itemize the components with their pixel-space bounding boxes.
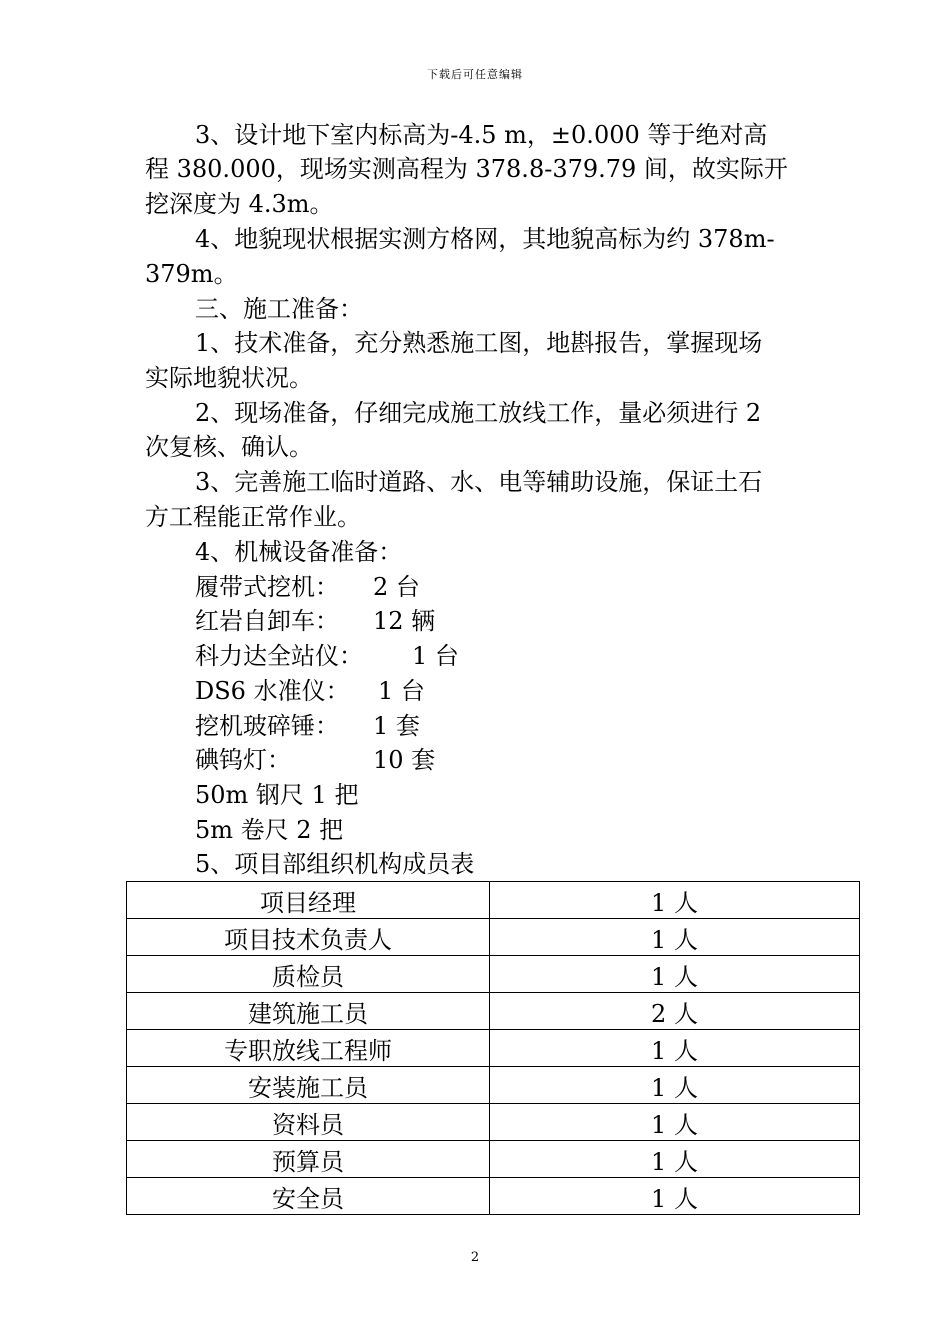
equipment-qty: 10 套	[373, 746, 436, 774]
table-row	[127, 1104, 860, 1141]
equipment-name: 50m 钢尺 1 把	[195, 781, 359, 809]
count-cell: 1 人	[490, 1067, 860, 1104]
paragraph-line: 379m。	[145, 260, 238, 288]
paragraph-line: 4、地貌现状根据实测方格网，其地貌高标为约 378m-	[195, 225, 775, 253]
table-row	[127, 919, 860, 956]
count-cell: 1 人	[490, 882, 860, 919]
paragraph-line: 实际地貌状况。	[145, 364, 313, 392]
equipment-name: DS6 水准仪：	[195, 677, 350, 705]
equipment-name: 履带式挖机：	[195, 573, 339, 601]
paragraph-line: 3、完善施工临时道路、水、电等辅助设施，保证土石	[195, 468, 763, 496]
equipment-name: 红岩自卸车：	[195, 607, 339, 635]
table-row	[127, 956, 860, 993]
role-cell: 预算员	[127, 1141, 490, 1178]
equipment-name: 5m 卷尺 2 把	[195, 816, 344, 844]
equipment-name: 挖机玻碎锤：	[195, 712, 339, 740]
section-heading: 三、施工准备：	[195, 295, 363, 323]
count-cell: 1 人	[490, 919, 860, 956]
role-cell: 质检员	[127, 956, 490, 993]
role-cell: 资料员	[127, 1104, 490, 1141]
count-cell: 2 人	[490, 993, 860, 1030]
role-cell: 项目经理	[127, 882, 490, 919]
paragraph-line: 4、机械设备准备：	[195, 538, 403, 566]
role-cell: 安全员	[127, 1178, 490, 1215]
page-header: 下载后可任意编辑	[427, 68, 523, 81]
role-cell: 专职放线工程师	[127, 1030, 490, 1067]
paragraph-line: 次复核、确认。	[145, 433, 313, 461]
table-row	[127, 1178, 860, 1215]
table-row	[127, 1030, 860, 1067]
table-title: 5、项目部组织机构成员表	[195, 850, 475, 878]
paragraph-line: 1、技术准备，充分熟悉施工图，地斟报告，掌握现场	[195, 329, 763, 357]
role-cell: 安装施工员	[127, 1067, 490, 1104]
count-cell: 1 人	[490, 1104, 860, 1141]
paragraph-line: 挖深度为 4.3m。	[145, 190, 334, 218]
paragraph-line: 3、设计地下室内标高为-4.5 m，±0.000 等于绝对高	[195, 121, 768, 149]
role-cell: 项目技术负责人	[127, 919, 490, 956]
equipment-qty: 12 辆	[373, 607, 436, 635]
count-cell: 1 人	[490, 1141, 860, 1178]
staff-table	[126, 881, 860, 1215]
equipment-name: 科力达全站仪：	[195, 642, 363, 670]
equipment-qty: 1 台	[378, 677, 425, 705]
equipment-qty: 1 台	[412, 642, 459, 670]
equipment-name: 碘钨灯：	[195, 746, 291, 774]
equipment-qty: 1 套	[373, 712, 420, 740]
count-cell: 1 人	[490, 1030, 860, 1067]
equipment-qty: 2 台	[373, 573, 420, 601]
paragraph-line: 2、现场准备，仔细完成施工放线工作，量必须进行 2	[195, 399, 762, 427]
role-cell: 建筑施工员	[127, 993, 490, 1030]
count-cell: 1 人	[490, 956, 860, 993]
count-cell: 1 人	[490, 1178, 860, 1215]
table-row	[127, 882, 860, 919]
table-row	[127, 1141, 860, 1178]
table-row	[127, 993, 860, 1030]
paragraph-line: 方工程能正常作业。	[145, 503, 361, 531]
paragraph-line: 程 380.000，现场实测高程为 378.8-379.79 间，故实际开	[145, 155, 788, 183]
page-number: 2	[470, 1250, 480, 1265]
table-row	[127, 1067, 860, 1104]
